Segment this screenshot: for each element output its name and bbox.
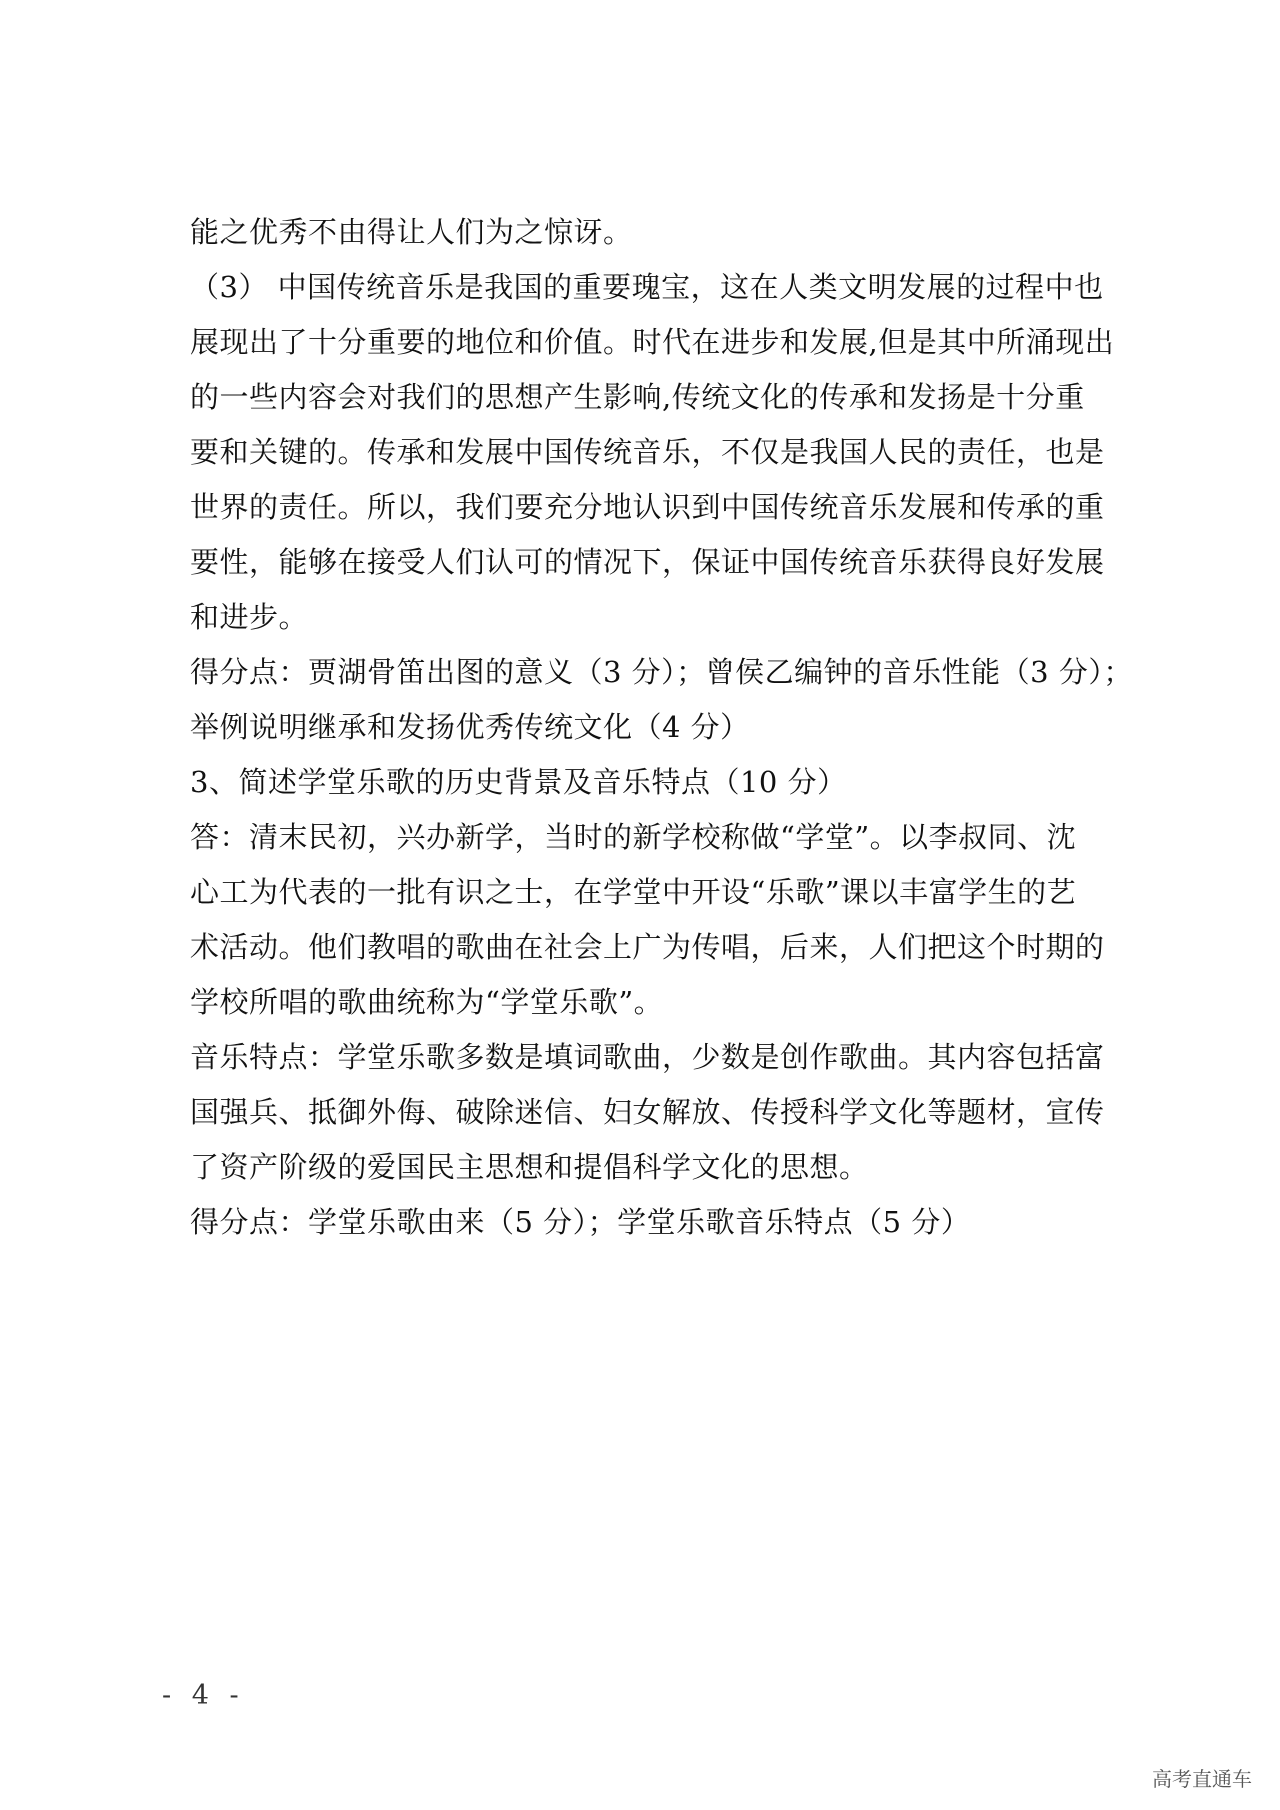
- text-line: 的一些内容会对我们的思想产生影响,传统文化的传承和发扬是十分重: [190, 380, 1085, 414]
- music-features-line: 了资产阶级的爱国民主思想和提倡科学文化的思想。: [190, 1150, 869, 1184]
- text-line: 世界的责任。所以，我们要充分地认识到中国传统音乐发展和传承的重: [190, 490, 1105, 524]
- music-features-line: 音乐特点：学堂乐歌多数是填词歌曲，少数是创作歌曲。其内容包括富: [190, 1040, 1105, 1074]
- answer-line: 术活动。他们教唱的歌曲在社会上广为传唱，后来，人们把这个时期的: [190, 930, 1105, 964]
- text-line: 要性，能够在接受人们认可的情况下，保证中国传统音乐获得良好发展: [190, 545, 1105, 579]
- text-line: （3） 中国传统音乐是我国的重要瑰宝，这在人类文明发展的过程中也: [190, 270, 1104, 304]
- music-features-line: 国强兵、抵御外侮、破除迷信、妇女解放、传授科学文化等题材，宣传: [190, 1095, 1105, 1129]
- question-heading: 3、简述学堂乐歌的历史背景及音乐特点（10 分）: [190, 765, 847, 799]
- text-line: 展现出了十分重要的地位和价值。时代在进步和发展,但是其中所涌现出: [190, 325, 1115, 359]
- answer-line: 心工为代表的一批有识之士，在学堂中开设“乐歌”课以丰富学生的艺: [190, 875, 1077, 909]
- answer-line: 学校所唱的歌曲统称为“学堂乐歌”。: [190, 985, 664, 1019]
- answer-line: 答：清末民初，兴办新学，当时的新学校称做“学堂”。以李叔同、沈: [190, 820, 1077, 854]
- document-body: [190, 205, 1140, 1250]
- scoring-points-line: 得分点：贾湖骨笛出图的意义（3 分）；曾侯乙编钟的音乐性能（3 分）；: [190, 655, 1133, 689]
- watermark-text: 高考直通车: [1152, 1767, 1252, 1791]
- page-number: - 4 -: [162, 1680, 245, 1711]
- text-line: 和进步。: [190, 600, 309, 634]
- scoring-points-line: 举例说明继承和发扬优秀传统文化（4 分）: [190, 710, 750, 744]
- text-line: 能之优秀不由得让人们为之惊讶。: [190, 215, 633, 249]
- scoring-points-line: 得分点：学堂乐歌由来（5 分）；学堂乐歌音乐特点（5 分）: [190, 1205, 971, 1239]
- text-line: 要和关键的。传承和发展中国传统音乐，不仅是我国人民的责任，也是: [190, 435, 1105, 469]
